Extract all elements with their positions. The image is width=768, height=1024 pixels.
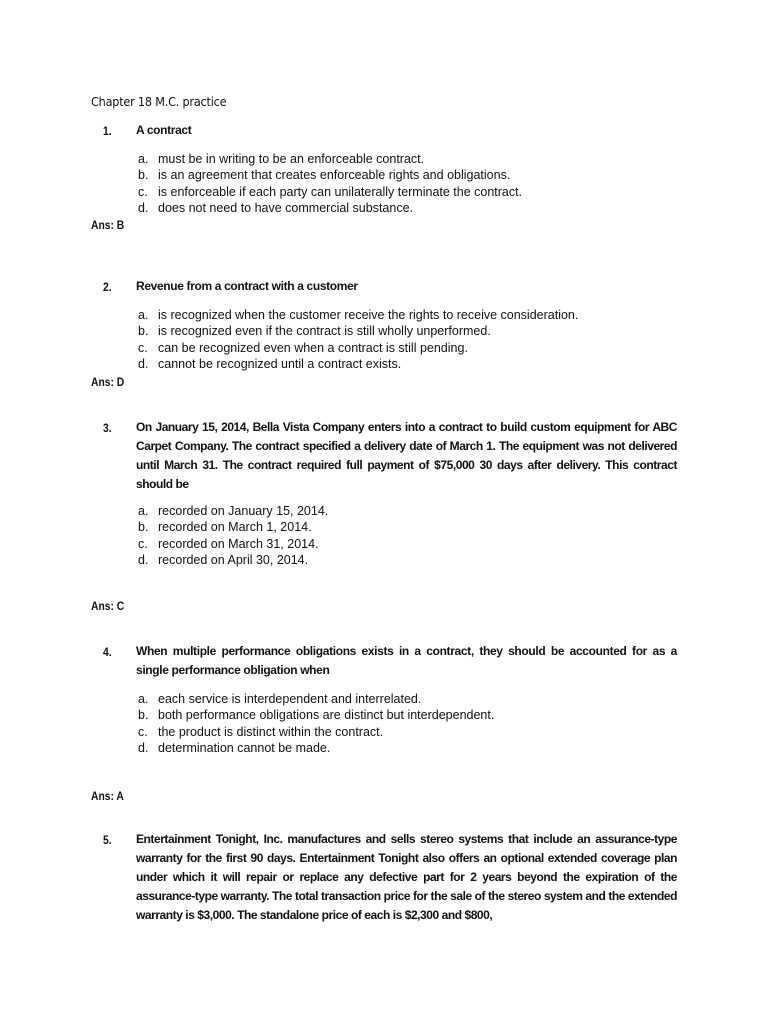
option-b bbox=[138, 707, 494, 723]
option-text: recorded on April 30, 2014. bbox=[158, 552, 309, 567]
option-d bbox=[138, 552, 328, 568]
option-d bbox=[138, 356, 578, 372]
option-letter: c. bbox=[138, 340, 148, 355]
option-letter: a. bbox=[138, 152, 149, 166]
option-letter: c. bbox=[138, 184, 148, 199]
question-number: 3. bbox=[103, 421, 112, 435]
option-c bbox=[138, 536, 328, 552]
option-a bbox=[138, 691, 494, 707]
option-letter: c. bbox=[138, 724, 148, 739]
option-text: determination cannot be made. bbox=[158, 740, 331, 755]
option-text: is an agreement that creates enforceable rights and obligations. bbox=[158, 168, 511, 183]
option-letter: a. bbox=[138, 308, 149, 322]
answer-2: Ans: D bbox=[91, 375, 125, 389]
option-text: recorded on March 1, 2014. bbox=[158, 520, 312, 535]
option-text: is enforceable if each party can unilaterally terminate the contract. bbox=[158, 184, 523, 199]
option-letter: d. bbox=[138, 200, 149, 215]
option-letter: a. bbox=[138, 692, 149, 706]
option-a bbox=[138, 307, 578, 323]
question-4-options bbox=[138, 691, 494, 756]
option-letter: d. bbox=[138, 552, 149, 567]
option-d bbox=[138, 200, 522, 216]
option-text: does not need to have commercial substance. bbox=[158, 200, 414, 215]
question-number: 1. bbox=[103, 124, 112, 138]
option-text: each service is interdependent and interrelated. bbox=[158, 692, 422, 706]
option-text: recorded on January 15, 2014. bbox=[158, 504, 329, 518]
option-c bbox=[138, 340, 578, 356]
option-letter: b. bbox=[138, 168, 149, 183]
option-d bbox=[138, 740, 494, 756]
option-letter: c. bbox=[138, 536, 148, 551]
option-a bbox=[138, 151, 522, 167]
question-number: 4. bbox=[103, 645, 112, 659]
option-text: both performance obligations are distinct but interdependent. bbox=[158, 708, 495, 723]
option-letter: b. bbox=[138, 708, 149, 723]
answer-4: Ans: A bbox=[91, 789, 124, 803]
option-text: must be in writing to be an enforceable contract. bbox=[158, 152, 425, 166]
question-number: 5. bbox=[103, 833, 112, 847]
option-a bbox=[138, 503, 328, 519]
question-text: Entertainment Tonight, Inc. manufactures and sells stereo systems that include an assurance-type warranty for the first 90 days. Entertainment Tonight also offers an optional extended coverage plan under which it will repair or replace any defective part for 2 years beyond the expiration of the assurance-type warranty. The total transaction price for the sale of the stereo system and the extended warranty is $3,000. The standalone price of each is $2,300 and $800, bbox=[136, 832, 677, 922]
option-c bbox=[138, 724, 494, 740]
question-3-options bbox=[138, 503, 328, 568]
option-letter: b. bbox=[138, 520, 149, 535]
option-letter: a. bbox=[138, 504, 149, 518]
question-text: When multiple performance obligations exists in a contract, they should be accounted for as a single performance obligation when bbox=[136, 644, 677, 677]
document-title: Chapter 18 M.C. practice bbox=[91, 94, 227, 109]
option-c bbox=[138, 184, 522, 200]
option-letter: d. bbox=[138, 356, 149, 371]
question-1-options bbox=[138, 151, 522, 216]
option-text: is recognized when the customer receive the rights to receive consideration. bbox=[158, 308, 579, 322]
question-text: A contract bbox=[136, 123, 192, 137]
question-number: 2. bbox=[103, 280, 112, 294]
option-text: is recognized even if the contract is still wholly unperformed. bbox=[158, 324, 491, 339]
option-b bbox=[138, 167, 522, 183]
answer-3: Ans: C bbox=[91, 599, 125, 613]
option-text: can be recognized even when a contract is still pending. bbox=[158, 340, 468, 355]
option-letter: d. bbox=[138, 740, 149, 755]
option-text: the product is distinct within the contract. bbox=[158, 724, 384, 739]
option-text: recorded on March 31, 2014. bbox=[158, 536, 319, 551]
answer-1: Ans: B bbox=[91, 218, 125, 232]
question-text: Revenue from a contract with a customer bbox=[136, 279, 358, 293]
option-text: cannot be recognized until a contract exists. bbox=[158, 356, 402, 371]
question-text: On January 15, 2014, Bella Vista Company enters into a contract to build custom equipment for ABC Carpet Company. The contract specified a delivery date of March 1. The equipment was not delivered until March 31. The contract required full payment of $75,000 30 days after delivery. This contract should be bbox=[136, 420, 677, 491]
question-2-options bbox=[138, 307, 578, 372]
option-letter: b. bbox=[138, 324, 149, 339]
option-b bbox=[138, 323, 578, 339]
option-b bbox=[138, 519, 328, 535]
